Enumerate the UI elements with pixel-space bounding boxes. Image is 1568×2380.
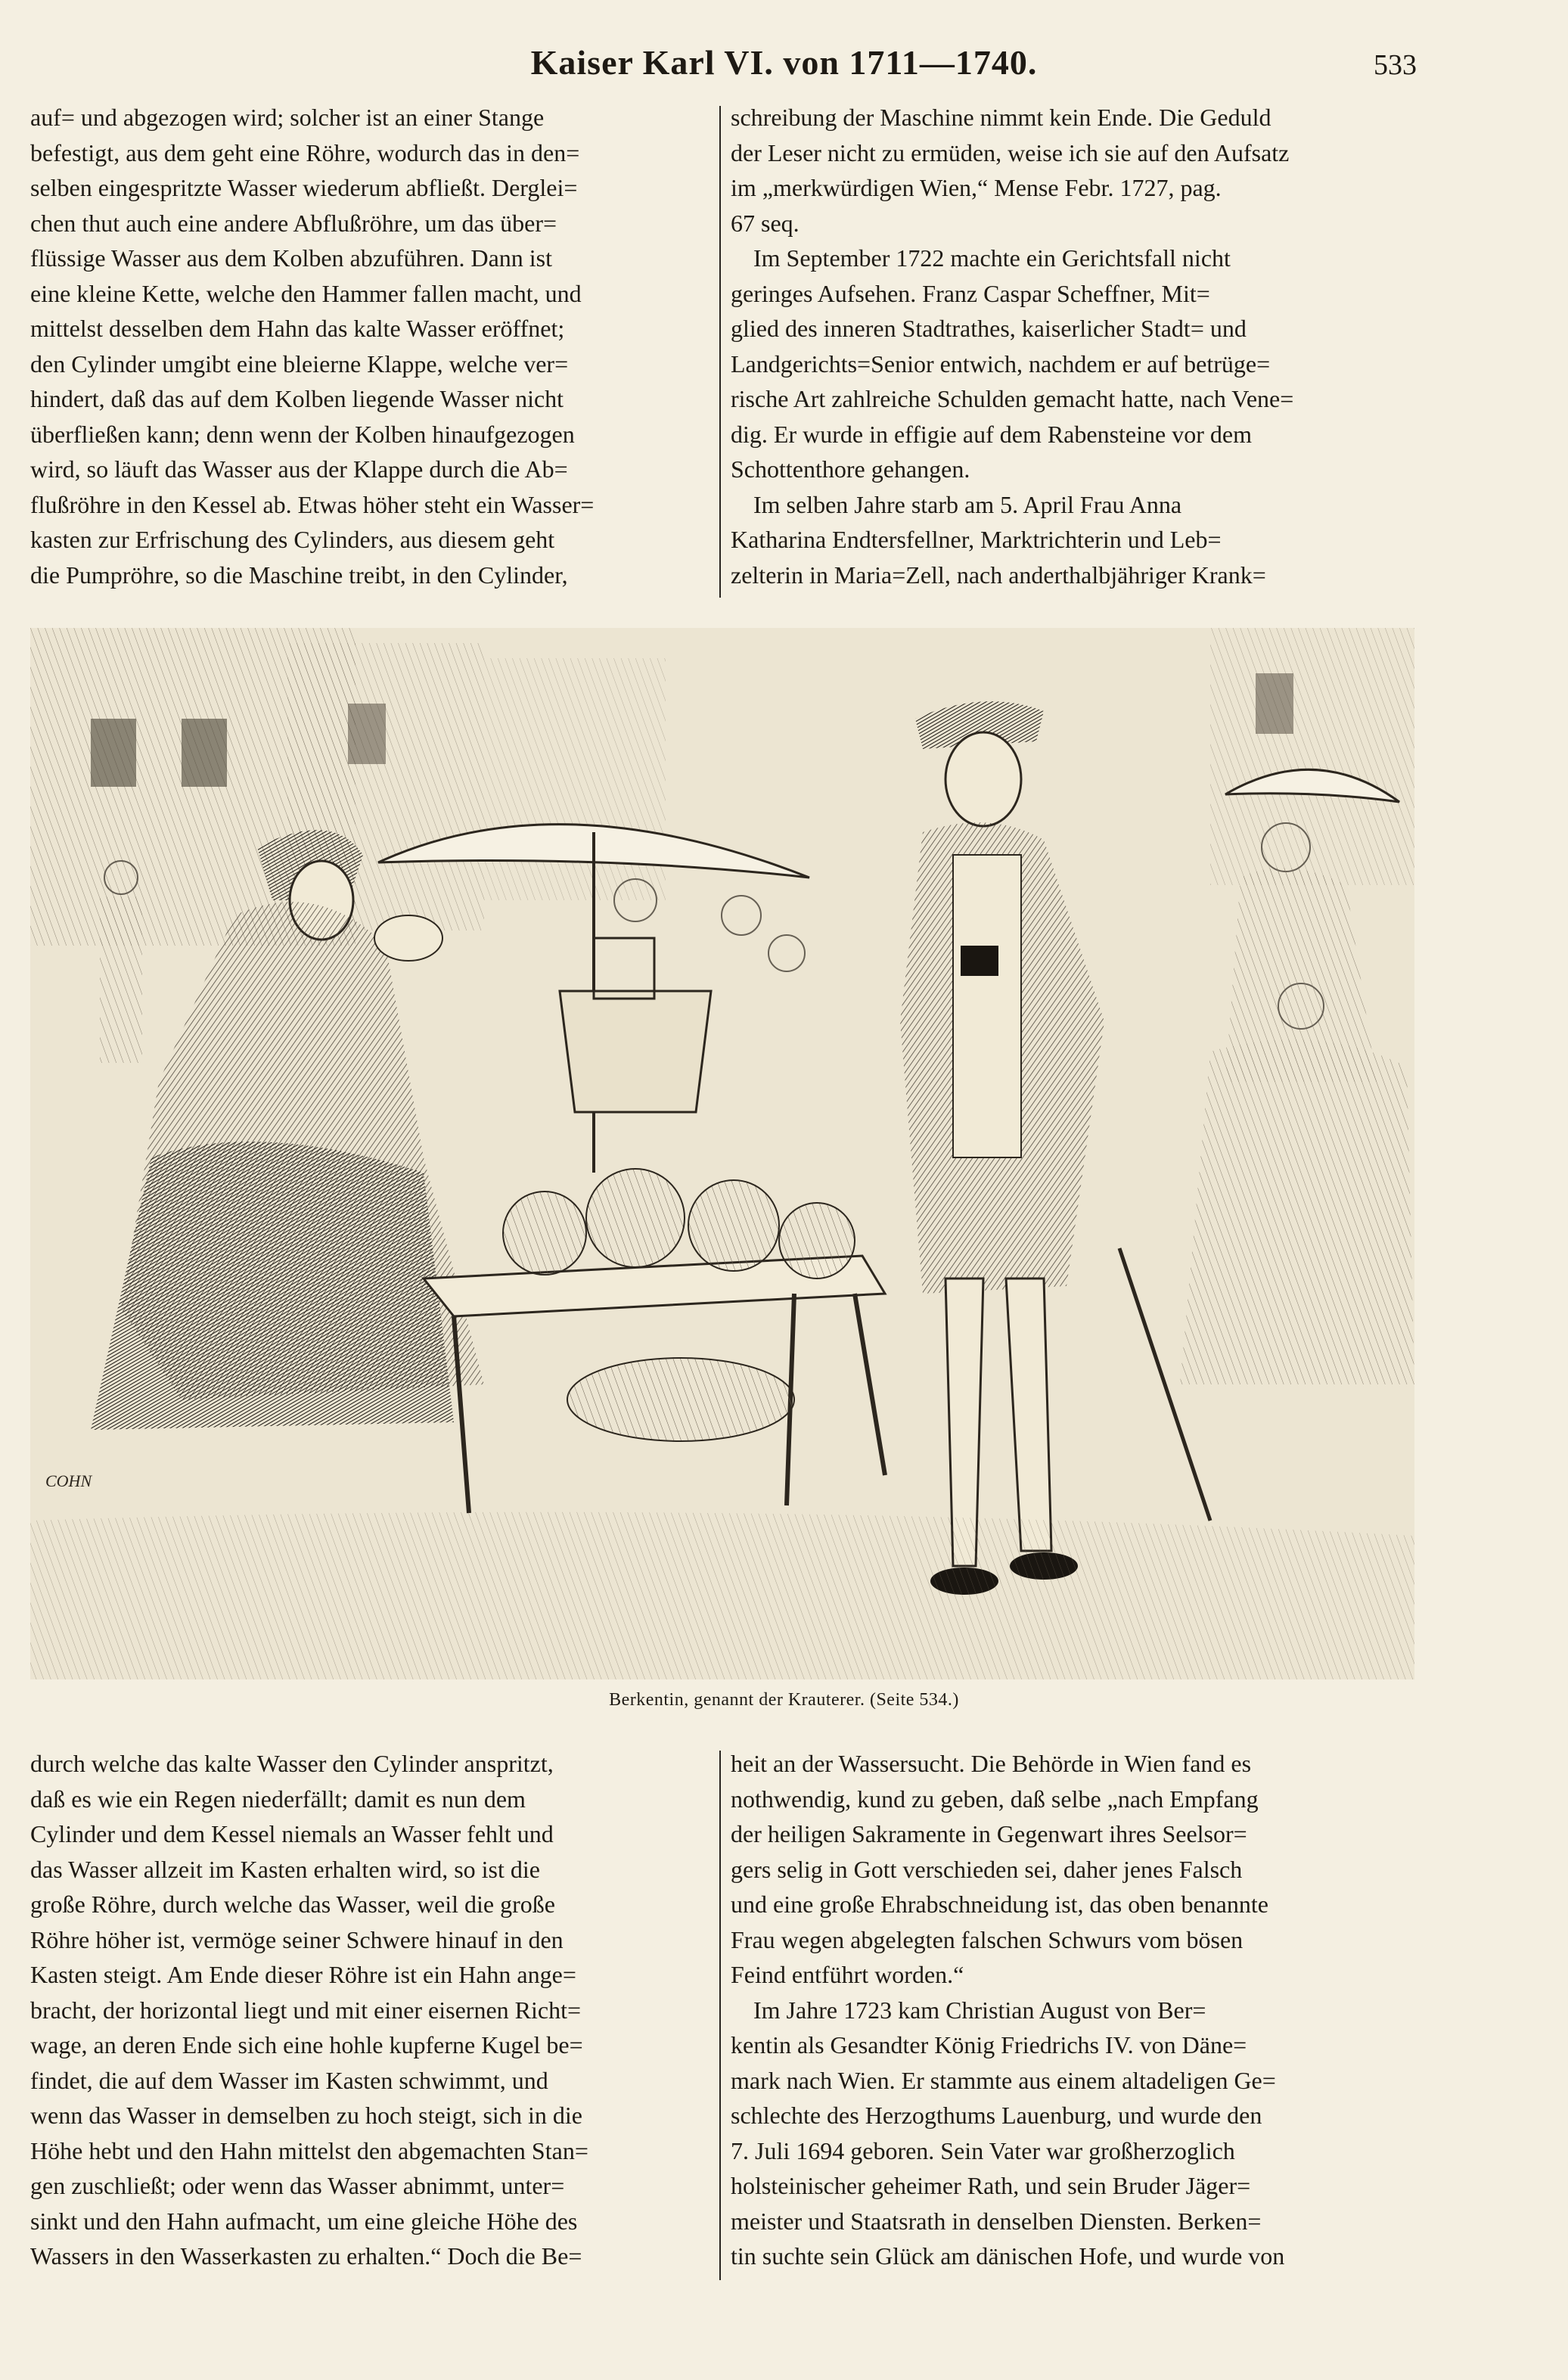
- text-line: Wassers in den Wasserkasten zu erhalten.“ Doch die Be=: [30, 2242, 582, 2270]
- text-column-top-left: [30, 100, 711, 592]
- text-line: Im selben Jahre starb am 5. April Frau Anna: [753, 490, 1182, 518]
- text-line: mark nach Wien. Er stammte aus einem altadeligen Ge=: [731, 2066, 1276, 2094]
- text-line: Höhe hebt und den Hahn mittelst den abgemachten Stan=: [30, 2136, 588, 2164]
- text-line: heit an der Wassersucht. Die Behörde in Wien fand es: [731, 1750, 1252, 1777]
- text-line: das Wasser allzeit im Kasten erhalten wird, so ist die: [30, 1855, 540, 1883]
- text-column-top-right: [731, 100, 1411, 592]
- artist-signature: COHN: [45, 1471, 92, 1490]
- illustration-caption: Berkentin, genannt der Krauterer. (Seite 534.): [609, 1690, 959, 1710]
- text-line: Cylinder und dem Kessel niemals an Wasser fehlt und: [30, 1820, 554, 1847]
- running-header: Kaiser Karl VI. von 1711—1740.: [530, 43, 1038, 82]
- market-scene-engraving: [30, 628, 1414, 1679]
- text-line: Frau wegen abgelegten falschen Schwurs vom bösen: [731, 1925, 1244, 1953]
- text-line: der heiligen Sakramente in Gegenwart ihres Seelsor=: [731, 1820, 1247, 1847]
- text-line: die Pumpröhre, so die Maschine treibt, in den Cylinder,: [30, 561, 568, 589]
- text-line: wage, an deren Ende sich eine hohle kupferne Kugel be=: [30, 2031, 583, 2058]
- text-line: der Leser nicht zu ermüden, weise ich sie auf den Aufsatz: [731, 138, 1290, 166]
- text-line: findet, die auf dem Wasser im Kasten schwimmt, und: [30, 2066, 548, 2094]
- text-line: bracht, der horizontal liegt und mit einer eisernen Richt=: [30, 1996, 582, 2024]
- text-line: daß es wie ein Regen niederfällt; damit es nun dem: [30, 1785, 526, 1813]
- text-column-bottom-left: [30, 1746, 711, 2274]
- text-line: schreibung der Maschine nimmt kein Ende. Die Geduld: [731, 104, 1271, 131]
- text-line: im „merkwürdigen Wien,“ Mense Febr. 1727, pag.: [731, 174, 1222, 201]
- text-line: befestigt, aus dem geht eine Röhre, wodurch das in den=: [30, 138, 580, 166]
- text-line: meister und Staatsrath in denselben Diensten. Berken=: [731, 2207, 1262, 2235]
- text-line: wenn das Wasser in demselben zu hoch steigt, sich in die: [30, 2102, 582, 2129]
- text-line: eine kleine Kette, welche den Hammer fallen macht, und: [30, 279, 582, 307]
- text-line: Schottenthore gehangen.: [731, 455, 970, 483]
- text-line: tin suchte sein Glück am dänischen Hofe, und wurde von: [731, 2242, 1285, 2270]
- text-line: chen thut auch eine andere Abflußröhre, um das über=: [30, 209, 557, 237]
- text-line: Kasten steigt. Am Ende dieser Röhre ist ein Hahn ange=: [30, 1961, 576, 1988]
- text-line: den Cylinder umgibt eine bleierne Klappe, welche ver=: [30, 350, 569, 378]
- text-column-bottom-right: [731, 1746, 1411, 2274]
- text-line: schlechte des Herzogthums Lauenburg, und wurde den: [731, 2102, 1262, 2129]
- text-line: Katharina Endtersfellner, Marktrichterin und Leb=: [731, 526, 1222, 553]
- text-line: große Röhre, durch welche das Wasser, weil die große: [30, 1891, 555, 1918]
- column-divider: [719, 1751, 721, 2280]
- engraving-drawing: [30, 628, 1414, 1679]
- text-line: 67 seq.: [731, 209, 800, 237]
- text-line: dig. Er wurde in effigie auf dem Rabensteine vor dem: [731, 420, 1252, 448]
- text-line: durch welche das kalte Wasser den Cylinder anspritzt,: [30, 1750, 554, 1777]
- ground: [30, 1512, 1414, 1679]
- text-line: selben eingespritzte Wasser wiederum abfließt. Derglei=: [30, 174, 578, 201]
- text-line: kentin als Gesandter König Friedrichs IV. von Däne=: [731, 2031, 1247, 2058]
- text-line: Röhre höher ist, vermöge seiner Schwere hinauf in den: [30, 1925, 564, 1953]
- text-line: wird, so läuft das Wasser aus der Klappe durch die Ab=: [30, 455, 568, 483]
- text-line: Landgerichts=Senior entwich, nachdem er auf betrüge=: [731, 350, 1271, 378]
- text-line: auf= und abgezogen wird; solcher ist an einer Stange: [30, 104, 545, 131]
- text-line: und eine große Ehrabschneidung ist, das oben benannte: [731, 1891, 1268, 1918]
- text-line: Feind entführt worden.“: [731, 1961, 964, 1988]
- text-line: nothwendig, kund zu geben, daß selbe „nach Empfang: [731, 1785, 1259, 1813]
- page-number: 533: [1374, 49, 1417, 81]
- text-line: holsteinischer geheimer Rath, und sein Bruder Jäger=: [731, 2172, 1251, 2199]
- text-line: rische Art zahlreiche Schulden gemacht hatte, nach Vene=: [731, 385, 1294, 412]
- text-line: Im September 1722 machte ein Gerichtsfall nicht: [753, 244, 1231, 272]
- text-line: sinkt und den Hahn aufmacht, um eine gleiche Höhe des: [30, 2207, 578, 2235]
- text-line: flußröhre in den Kessel ab. Etwas höher steht ein Wasser=: [30, 490, 595, 518]
- text-line: hindert, daß das auf dem Kolben liegende Wasser nicht: [30, 385, 564, 412]
- text-line: zelterin in Maria=Zell, nach anderthalbjähriger Krank=: [731, 561, 1266, 589]
- text-line: glied des inneren Stadtrathes, kaiserlicher Stadt= und: [731, 315, 1247, 342]
- text-line: gers selig in Gott verschieden sei, daher jenes Falsch: [731, 1855, 1243, 1883]
- text-line: geringes Aufsehen. Franz Caspar Scheffner, Mit=: [731, 279, 1210, 307]
- text-line: 7. Juli 1694 geboren. Sein Vater war großherzoglich: [731, 2136, 1235, 2164]
- text-line: gen zuschließt; oder wenn das Wasser abnimmt, unter=: [30, 2172, 565, 2199]
- text-line: flüssige Wasser aus dem Kolben abzuführen. Dann ist: [30, 244, 552, 272]
- text-line: mittelst desselben dem Hahn das kalte Wasser eröffnet;: [30, 315, 565, 342]
- text-line: überfließen kann; denn wenn der Kolben hinaufgezogen: [30, 420, 575, 448]
- column-divider: [719, 106, 721, 598]
- text-line: kasten zur Erfrischung des Cylinders, aus diesem geht: [30, 526, 555, 553]
- text-line: Im Jahre 1723 kam Christian August von Ber=: [753, 1996, 1206, 2024]
